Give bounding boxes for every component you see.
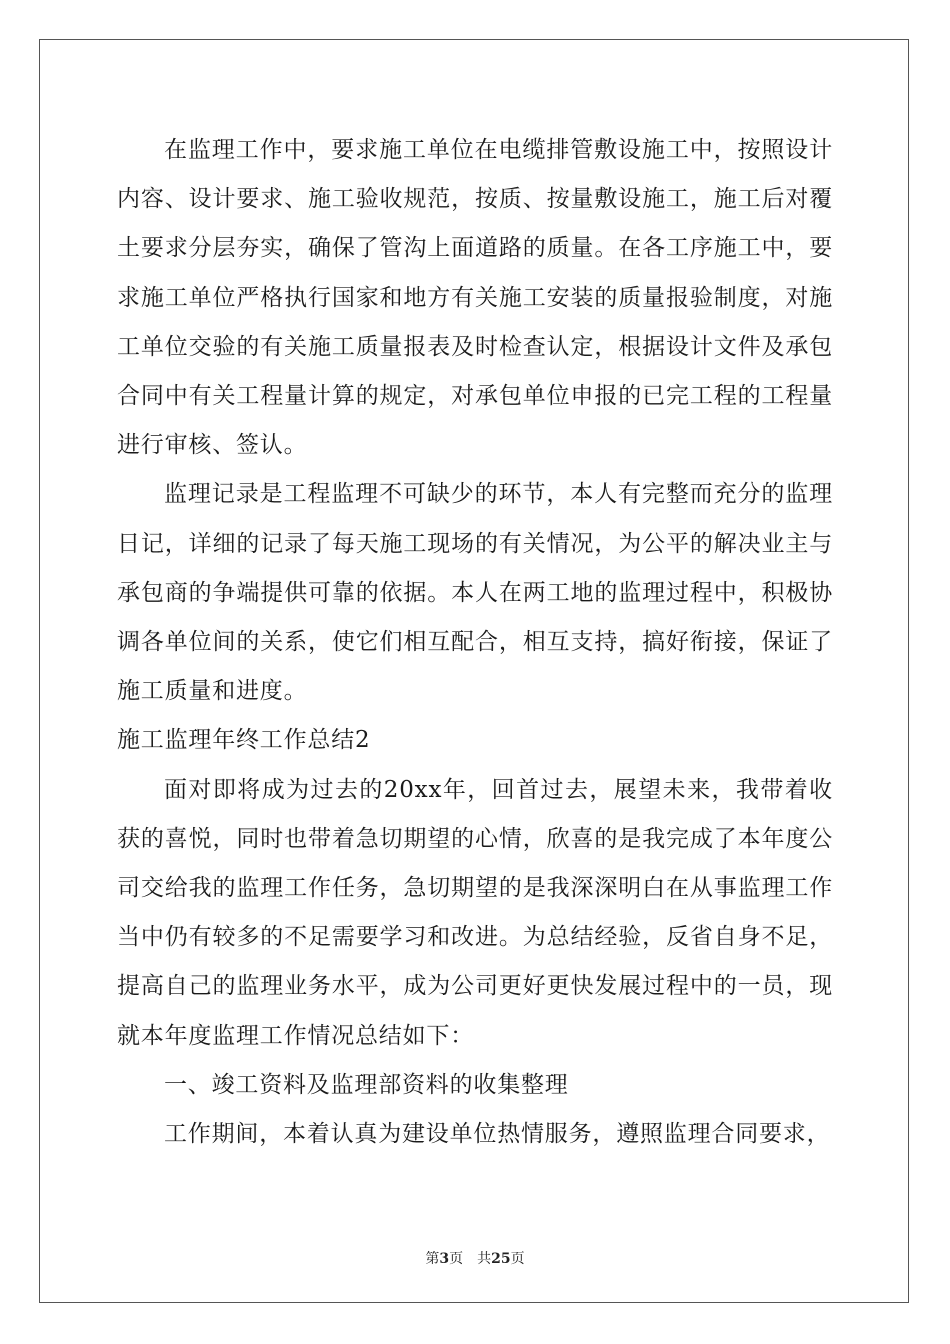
page-number: 3 [439,1251,450,1267]
paragraph-year-review: 面对即将成为过去的20xx年，回首过去，展望未来，我带着收获的喜悦，同时也带着急切期望的心情，欣喜的是我完成了本年度公司交给我的监理工作任务，急切期望的是我深深明白在从事监理工作当中仍有较多的不足需要学习和改进。为总结经验，反省自身不足，提高自己的监理业务水平，成为公司更好更快发展过程中的一员，现就本年度监理工作情况总结如下： [117,776,833,1049]
total-suffix: 页 [510,1251,525,1267]
total-pages: 25 [491,1251,511,1267]
page-footer [0,1249,950,1269]
paragraph-work-period: 工作期间，本着认真为建设单位热情服务，遵照监理合同要求， [164,1121,831,1148]
paragraph-supervision-records: 监理记录是工程监理不可缺少的环节，本人有完整而充分的监理日记，详细的记录了每天施工现场的有关情况，为公平的解决业主与承包商的争端提供可靠的依据。本人在两工地的监理过程中，积极协调各单位间的关系，使它们相互配合，相互支持，搞好衔接，保证了施工质量和进度。 [117,481,833,705]
document-body [117,126,833,1159]
page-prefix: 第 [425,1251,440,1267]
paragraph-supervision-work: 在监理工作中，要求施工单位在电缆排管敷设施工中，按照设计内容、设计要求、施工验收规范，按质、按量敷设施工，施工后对覆土要求分层夯实，确保了管沟上面道路的质量。在各工序施工中，要求施工单位严格执行国家和地方有关施工安装的质量报验制度，对施工单位交验的有关施工质量报表及时检查认定，根据设计文件及承包合同中有关工程量计算的规定，对承包单位申报的已完工程的工程量进行审核、签认。 [117,137,833,459]
subsection-heading: 一、竣工资料及监理部资料的收集整理 [164,1071,569,1098]
total-prefix: 共 [477,1251,492,1267]
section-title: 施工监理年终工作总结2 [117,727,371,754]
page-suffix: 页 [449,1251,464,1267]
